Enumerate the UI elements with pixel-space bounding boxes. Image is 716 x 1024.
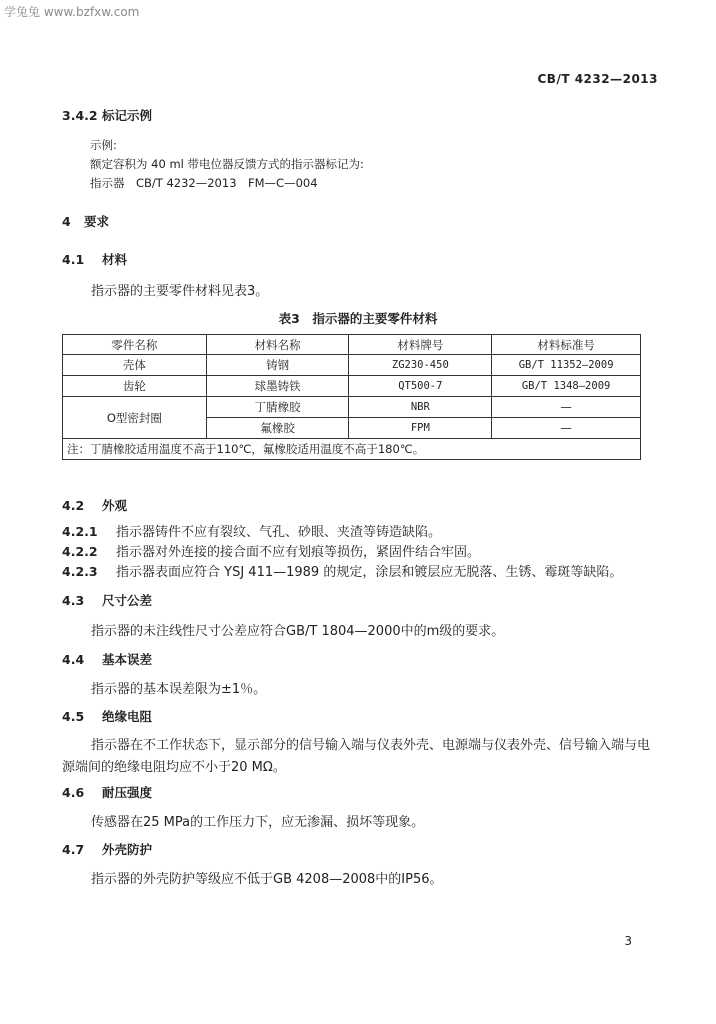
paragraph-4-3: 指示器的未注线性尺寸公差应符合GB/T 1804—2000中的m级的要求。 — [91, 624, 505, 639]
table-note: 注：丁腈橡胶适用温度不高于110℃，氟橡胶适用温度不高于180℃。 — [63, 439, 641, 460]
paragraph-4-5-line-2: 源端间的绝缘电阻均应不小于20 MΩ。 — [62, 760, 286, 775]
heading-4-7 — [62, 840, 152, 858]
section-title: 尺寸公差 — [102, 593, 153, 608]
section-number: 4.3 — [62, 593, 85, 608]
table-cell: FPM — [349, 418, 492, 439]
table-row — [63, 376, 641, 397]
table-header-cell: 材料名称 — [206, 335, 349, 355]
section-number: 4.5 — [62, 709, 85, 724]
paragraph-4-6: 传感器在25 MPa的工作压力下，应无渗漏、损坏等现象。 — [91, 815, 425, 830]
table-cell: NBR — [349, 397, 492, 418]
table-cell: GB/T 1348—2009 — [492, 376, 641, 397]
heading-4-1 — [62, 250, 127, 268]
section-number: 4 — [62, 214, 71, 229]
table-cell: — — [492, 418, 641, 439]
heading-3-4-2 — [62, 106, 152, 124]
section-title: 基本误差 — [102, 652, 153, 667]
example-line-1: 额定容积为 40 ml 带电位器反馈方式的指示器标记为: — [90, 157, 364, 171]
table-cell: O型密封圈 — [63, 397, 207, 439]
table-header-cell: 零件名称 — [63, 335, 207, 355]
table-header-cell: 材料牌号 — [349, 335, 492, 355]
table-caption: 表3 指示器的主要零件材料 — [278, 311, 438, 326]
watermark: 学兔兔 www.bzfxw.com — [4, 5, 140, 19]
section-title: 要求 — [84, 214, 110, 229]
section-title: 材料 — [102, 252, 128, 267]
table-cell: 氟橡胶 — [206, 418, 349, 439]
materials-table — [62, 334, 641, 460]
paragraph-4-1: 指示器的主要零件材料见表3。 — [91, 284, 269, 299]
section-number: 4.7 — [62, 842, 85, 857]
section-number: 4.1 — [62, 252, 85, 267]
standard-code-header: CB/T 4232—2013 — [537, 72, 658, 86]
table-header-cell: 材料标准号 — [492, 335, 641, 355]
table-cell: QT500-7 — [349, 376, 492, 397]
table-note-row — [63, 439, 641, 460]
heading-4-6 — [62, 783, 152, 801]
section-number: 4.2 — [62, 498, 85, 513]
heading-4-3 — [62, 591, 152, 609]
paragraph-4-7: 指示器的外壳防护等级应不低于GB 4208—2008中的IP56。 — [91, 872, 443, 887]
section-number: 4.4 — [62, 652, 85, 667]
table-header-row — [63, 335, 641, 355]
table-cell: GB/T 11352—2009 — [492, 355, 641, 376]
clause-number: 4.2.1 — [62, 524, 98, 539]
paragraph-4-5-line-1: 指示器在不工作状态下，显示部分的信号输入端与仪表外壳、电源端与仪表外壳、信号输入端与电 — [91, 738, 651, 753]
section-number: 3.4.2 — [62, 108, 98, 123]
paragraph-4-4: 指示器的基本误差限为±1％。 — [91, 682, 267, 697]
example-label: 示例: — [90, 138, 117, 152]
table-cell: 铸钢 — [206, 355, 349, 376]
table-cell: 球墨铸铁 — [206, 376, 349, 397]
heading-4-2 — [62, 496, 127, 514]
heading-4-5 — [62, 707, 152, 725]
heading-4 — [62, 212, 109, 230]
heading-4-4 — [62, 650, 152, 668]
section-title: 标记示例 — [102, 108, 153, 123]
section-title: 绝缘电阻 — [102, 709, 153, 724]
table-cell: — — [492, 397, 641, 418]
section-title: 耐压强度 — [102, 785, 153, 800]
page-number: 3 — [624, 934, 632, 948]
example-line-2: 指示器 CB/T 4232—2013 FM—C—004 — [90, 176, 318, 190]
clause-4-2-2 — [62, 541, 480, 560]
section-number: 4.6 — [62, 785, 85, 800]
clause-text: 指示器表面应符合 YSJ 411—1989 的规定，涂层和镀层应无脱落、生锈、霉斑等缺陷。 — [116, 565, 623, 580]
clause-4-2-1 — [62, 521, 441, 540]
table-cell: 丁腈橡胶 — [206, 397, 349, 418]
clause-text: 指示器对外连接的接合面不应有划痕等损伤，紧固件结合牢固。 — [116, 545, 481, 560]
section-title: 外壳防护 — [102, 842, 153, 857]
clause-number: 4.2.2 — [62, 544, 98, 559]
clause-4-2-3 — [62, 561, 622, 580]
clause-number: 4.2.3 — [62, 564, 98, 579]
table-cell: 齿轮 — [63, 376, 207, 397]
table-row — [63, 355, 641, 376]
clause-text: 指示器铸件不应有裂纹、气孔、砂眼、夹渣等铸造缺陷。 — [116, 525, 442, 540]
table-row — [63, 397, 641, 418]
table-cell: ZG230-450 — [349, 355, 492, 376]
section-title: 外观 — [102, 498, 128, 513]
table-cell: 壳体 — [63, 355, 207, 376]
